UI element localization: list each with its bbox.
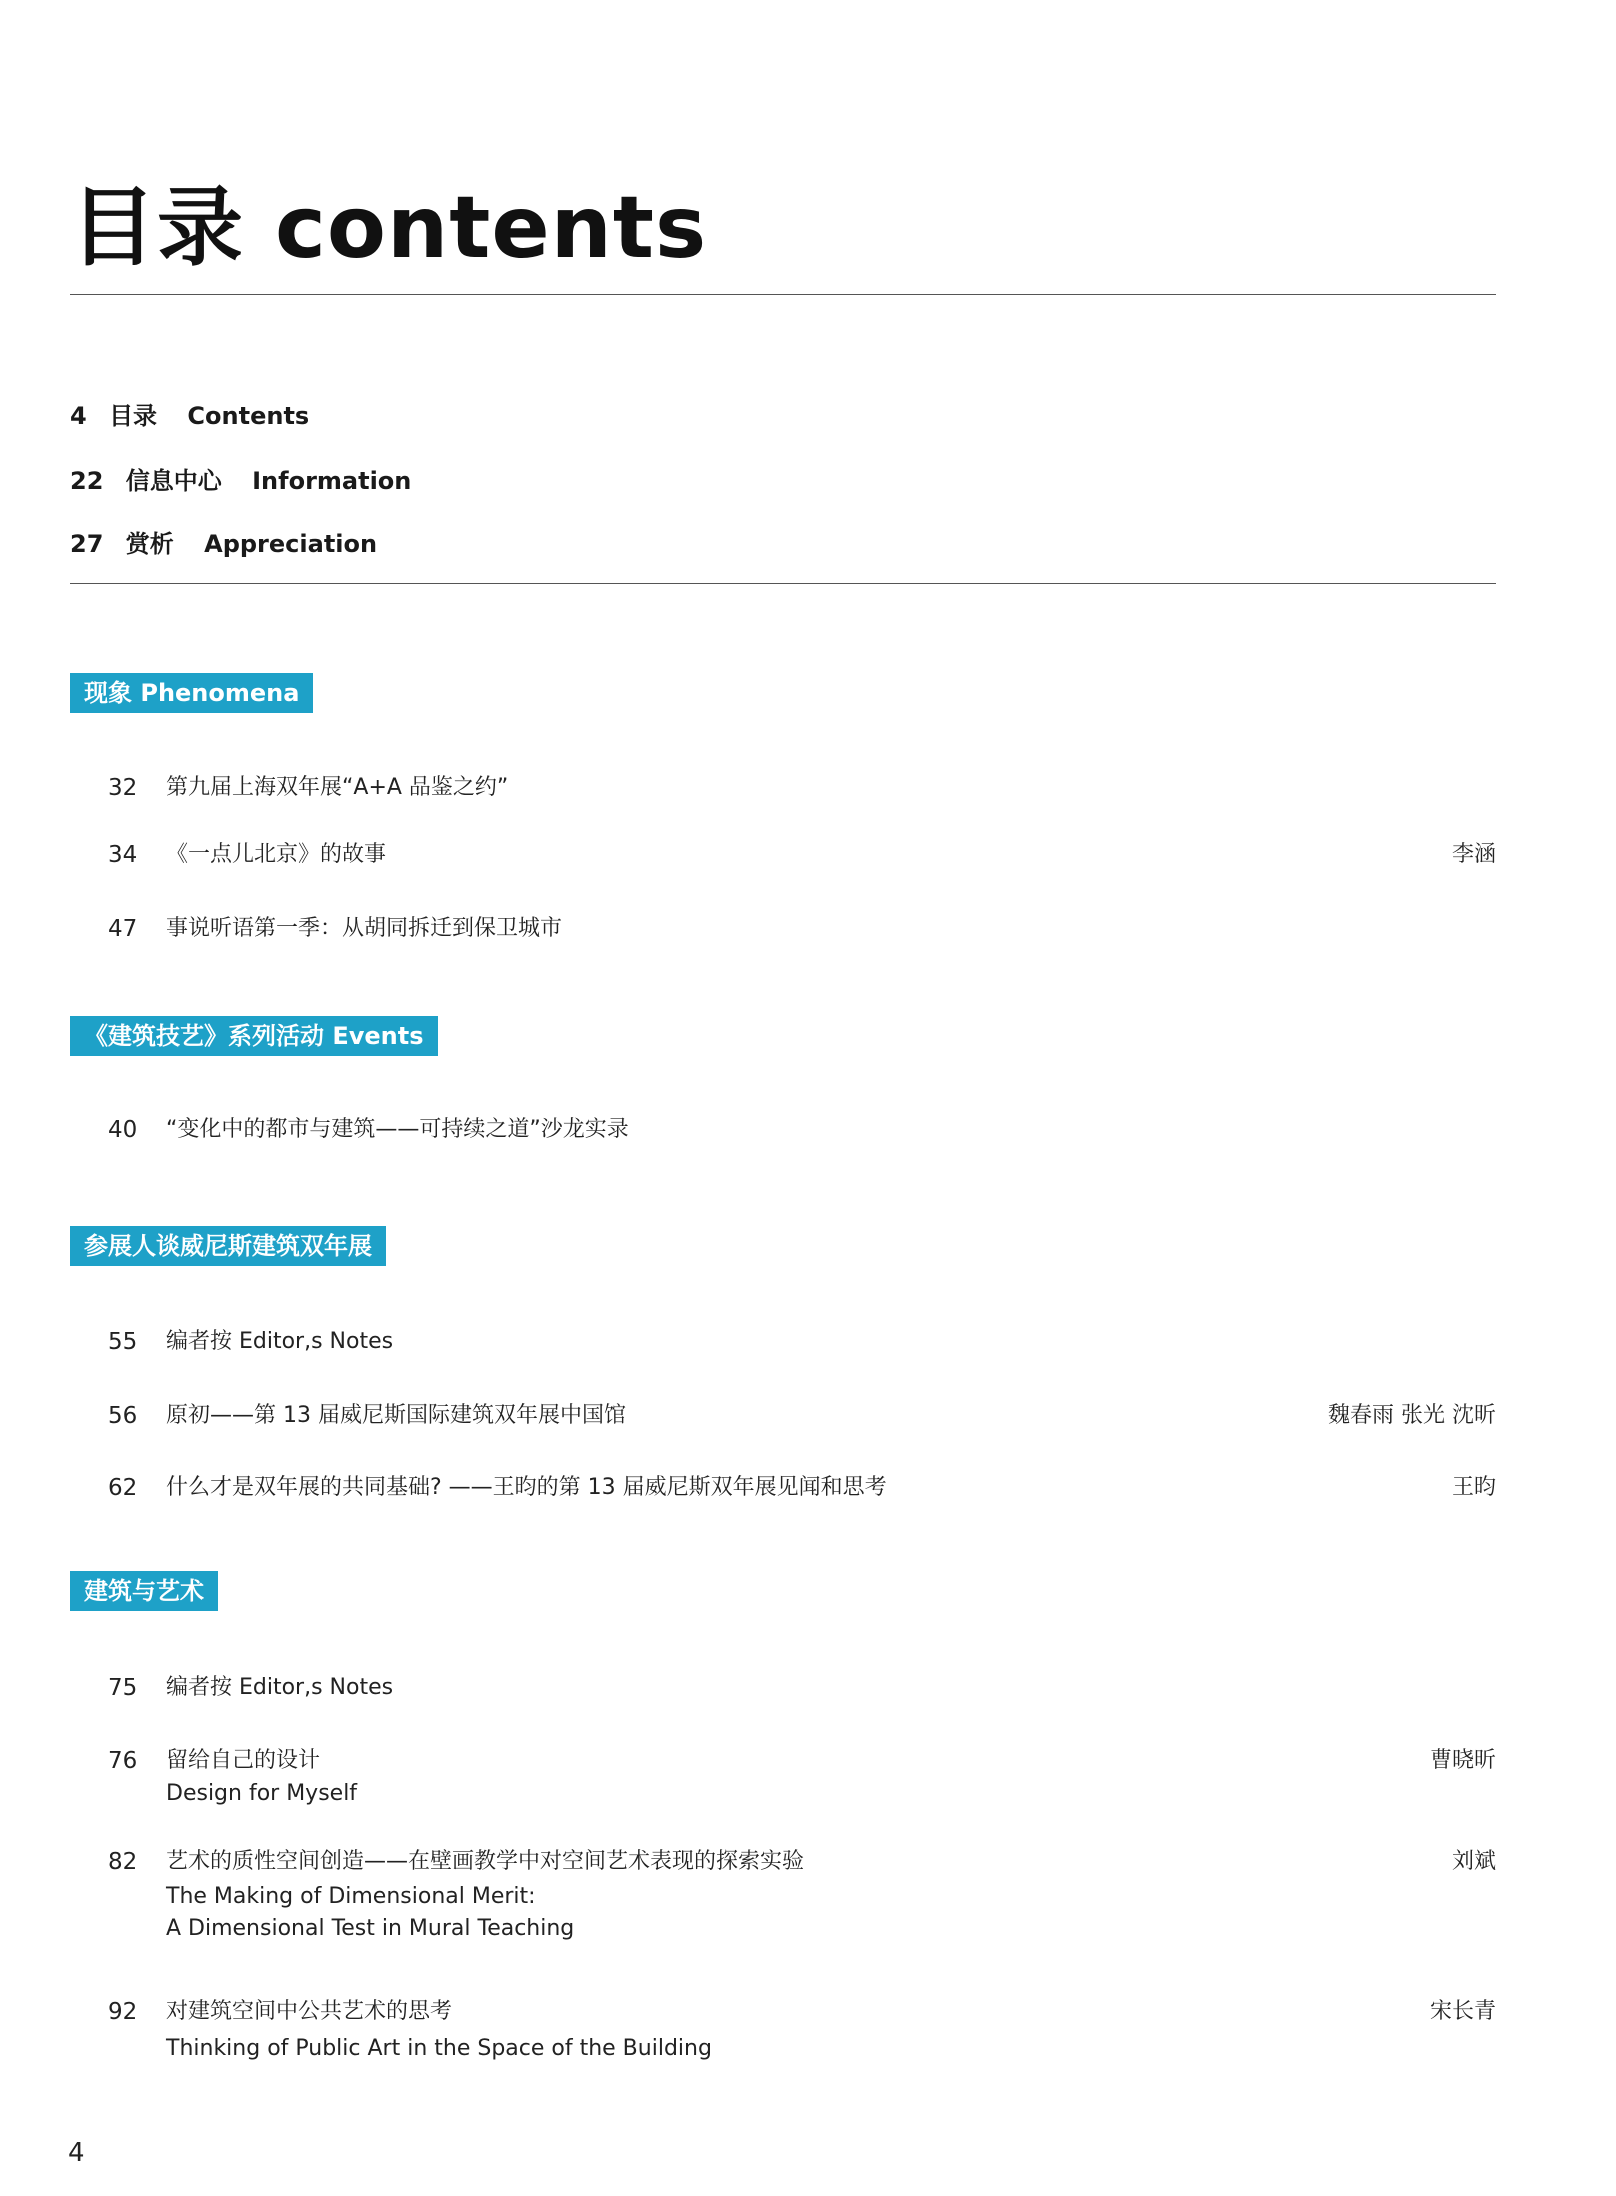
entry-page-number: 75 [108,1675,138,1701]
section-badge-events: 《建筑技艺》系列活动 Events [70,1016,438,1056]
front-item-page: 4 [70,402,87,430]
entry-author: 曹晓昕 [1429,1748,1496,1773]
entry-subtitle: Thinking of Public Art in the Space of the Building [166,2036,712,2061]
entry-page-number: 34 [108,842,138,868]
entry-author: 刘斌 [1451,1849,1496,1874]
entry-subtitle: A Dimensional Test in Mural Teaching [166,1916,575,1941]
entry-title: “变化中的都市与建筑——可持续之道”沙龙实录 [166,1117,629,1142]
entry-author: 李涵 [1451,842,1496,867]
entry-title: 第九届上海双年展“A+A 品鉴之约” [166,775,509,800]
front-item-en: Appreciation [204,530,378,558]
entry-page-number: 55 [108,1329,138,1355]
entry-title: 编者按 Editor,s Notes [166,1675,394,1700]
entry-title: 什么才是双年展的共同基础? ——王昀的第 13 届威尼斯双年展见闻和思考 [166,1475,887,1500]
front-item-cn: 目录 [109,402,158,430]
entry-page-number: 92 [108,1999,138,2025]
entry-title: 编者按 Editor,s Notes [166,1329,394,1354]
section-badge-architecture-art: 建筑与艺术 [70,1571,218,1611]
entry-subtitle: Design for Myself [166,1781,358,1806]
entry-page-number: 56 [108,1403,138,1429]
front-item-en: Contents [187,402,310,430]
front-item-contents[interactable] [70,396,309,431]
front-item-en: Information [252,467,412,495]
entry-page-number: 82 [108,1849,138,1875]
entry-page-number: 32 [108,775,138,801]
entry-title: 艺术的质性空间创造——在壁画教学中对空间艺术表现的探索实验 [166,1849,805,1874]
entry-page-number: 62 [108,1475,138,1501]
front-item-page: 27 [70,530,104,558]
entry-title: 《一点儿北京》的故事 [166,842,387,867]
page-title: 目录 contents [70,178,708,278]
divider-middle [70,583,1496,584]
entry-title: 留给自己的设计 [166,1748,321,1773]
entry-author: 王昀 [1451,1475,1496,1500]
divider-top [70,294,1496,295]
entry-page-number: 47 [108,916,138,942]
front-item-cn: 信息中心 [125,467,222,495]
entry-title: 原初——第 13 届威尼斯国际建筑双年展中国馆 [166,1403,626,1428]
section-badge-phenomena: 现象 Phenomena [70,673,313,713]
entry-page-number: 40 [108,1117,138,1143]
front-item-cn: 赏析 [125,530,174,558]
front-item-information[interactable] [70,461,411,496]
front-item-appreciation[interactable] [70,524,377,559]
section-badge-venice-biennale: 参展人谈威尼斯建筑双年展 [70,1226,386,1266]
entry-subtitle: The Making of Dimensional Merit: [166,1884,536,1909]
entry-author: 魏春雨 张光 沈昕 [1328,1403,1496,1428]
front-item-page: 22 [70,467,104,495]
entry-author: 宋长青 [1429,1999,1496,2024]
entry-page-number: 76 [108,1748,138,1774]
entry-title: 对建筑空间中公共艺术的思考 [166,1999,453,2024]
page-number: 4 [68,2138,85,2168]
entry-title: 事说听语第一季：从胡同拆迁到保卫城市 [166,916,563,941]
